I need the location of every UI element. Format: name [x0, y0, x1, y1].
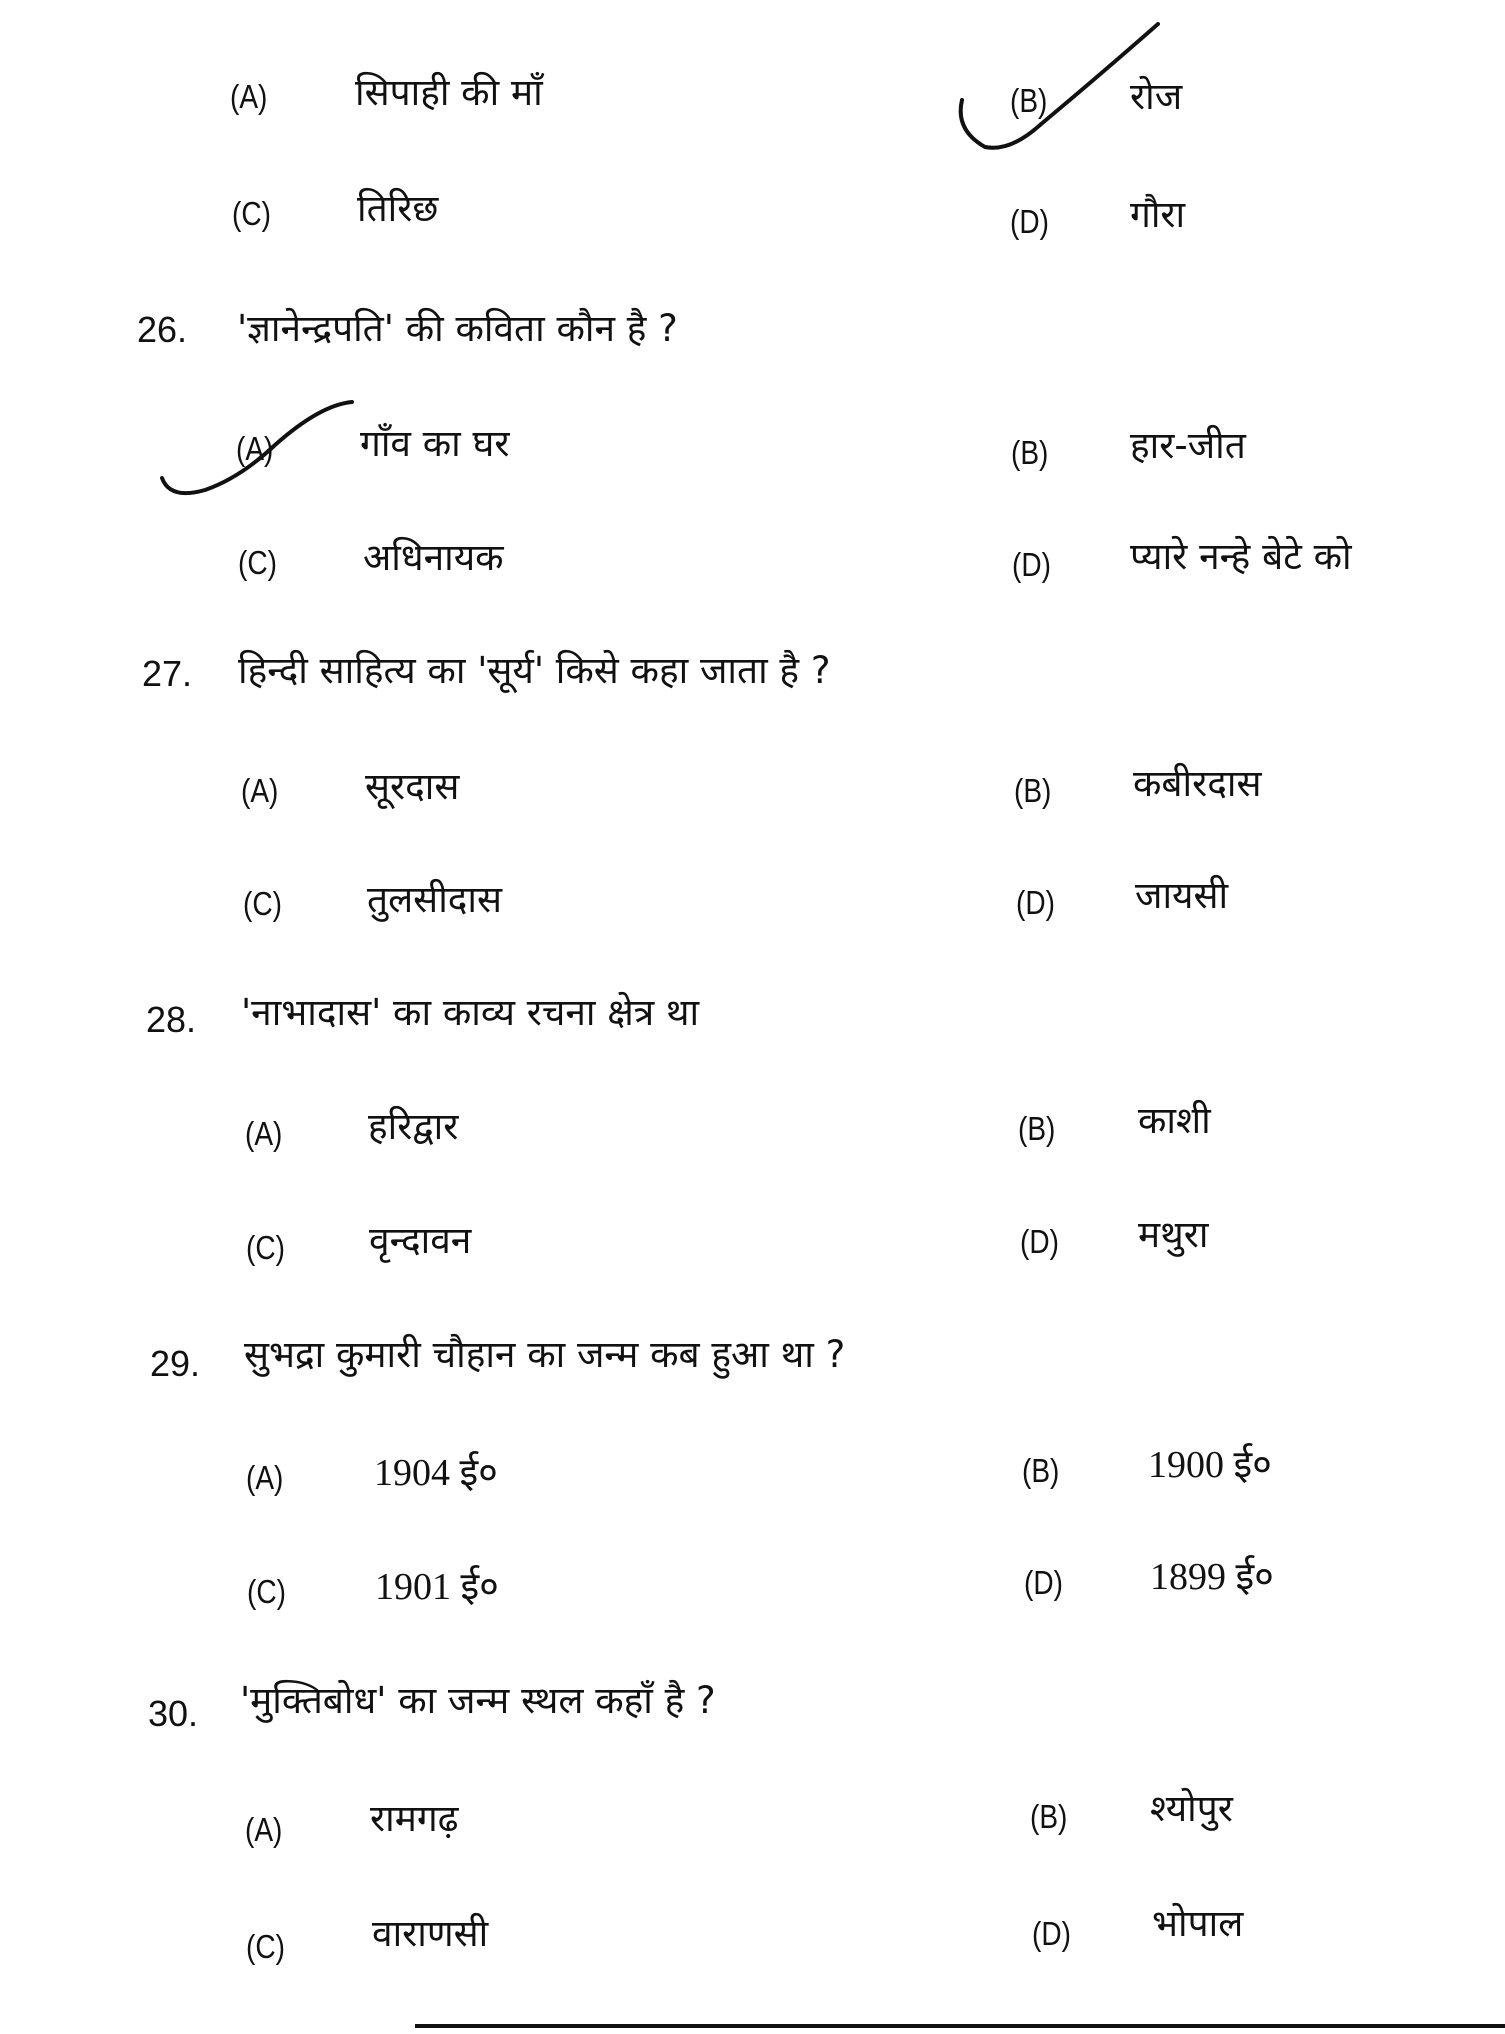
option-text: हार-जीत — [1130, 424, 1246, 467]
option-text: अधिनायक — [363, 536, 504, 579]
option-label: (C) — [246, 1928, 285, 1965]
option-label: (D) — [1024, 1564, 1063, 1601]
option-text: जायसी — [1135, 874, 1229, 917]
option-label: (A) — [230, 78, 268, 115]
question-number: 27. — [142, 653, 193, 694]
option-label: (B) — [1010, 82, 1048, 119]
option-label: (C) — [243, 885, 282, 922]
option-label: (C) — [247, 1573, 286, 1610]
question-text: सुभद्रा कुमारी चौहान का जन्म कब हुआ था ? — [244, 1333, 846, 1376]
option-label: (B) — [1022, 1452, 1060, 1489]
option-text: श्योपुर — [1150, 1787, 1233, 1830]
option-label: (C) — [246, 1229, 285, 1266]
option-label: (A) — [236, 430, 274, 467]
option-text: तुलसीदास — [367, 878, 503, 921]
option-text: सूरदास — [365, 765, 460, 808]
option-label: (D) — [1012, 546, 1051, 583]
option-text: वृन्दावन — [369, 1219, 472, 1262]
option-text: गौरा — [1130, 193, 1186, 236]
option-text: कबीरदास — [1133, 762, 1262, 805]
option-label: (A) — [246, 1459, 284, 1496]
question-number: 30. — [148, 1693, 199, 1734]
option-text: भोपाल — [1152, 1902, 1244, 1945]
question-text: 'नाभादास' का काव्य रचना क्षेत्र था — [241, 991, 700, 1034]
question-number: 29. — [150, 1343, 201, 1384]
option-text: वाराणसी — [372, 1912, 489, 1955]
option-label: (B) — [1014, 772, 1052, 809]
option-label: (B) — [1030, 1798, 1068, 1835]
checkmark-icon — [961, 24, 1158, 148]
option-text: काशी — [1138, 1099, 1211, 1142]
option-text: रोज — [1130, 75, 1183, 118]
option-text: 1899 ई० — [1150, 1556, 1274, 1598]
option-text: प्यारे नन्हे बेटे को — [1130, 535, 1352, 578]
option-label: (C) — [238, 544, 277, 581]
question-number: 28. — [146, 999, 197, 1040]
option-label: (B) — [1011, 434, 1049, 471]
option-text: तिरिछ — [357, 187, 439, 230]
question-text: 'मुक्तिबोध' का जन्म स्थल कहाँ है ? — [240, 1679, 716, 1722]
option-text: हरिद्वार — [368, 1105, 459, 1148]
option-label: (A) — [245, 1811, 283, 1848]
option-text: 1904 ई० — [374, 1452, 498, 1494]
option-label: (C) — [232, 195, 271, 232]
option-label: (B) — [1018, 1110, 1056, 1147]
option-label: (D) — [1010, 203, 1049, 240]
option-label: (D) — [1032, 1915, 1071, 1952]
option-text: 1900 ई० — [1148, 1444, 1272, 1486]
question-number: 26. — [137, 309, 188, 350]
option-text: रामगढ़ — [370, 1797, 459, 1840]
option-label: (D) — [1016, 884, 1055, 921]
option-label: (D) — [1020, 1223, 1059, 1260]
page-bottom-rule — [415, 2024, 1505, 2028]
option-text: 1901 ई० — [375, 1566, 499, 1608]
question-text: 'ज्ञानेन्द्रपति' की कविता कौन है ? — [237, 307, 678, 350]
option-text: सिपाही की माँ — [355, 71, 543, 114]
option-label: (A) — [241, 772, 279, 809]
option-text: मथुरा — [1138, 1213, 1209, 1256]
option-label: (A) — [245, 1115, 283, 1152]
option-text: गाँव का घर — [360, 422, 510, 465]
question-text: हिन्दी साहित्य का 'सूर्य' किसे कहा जाता है ? — [238, 649, 831, 692]
